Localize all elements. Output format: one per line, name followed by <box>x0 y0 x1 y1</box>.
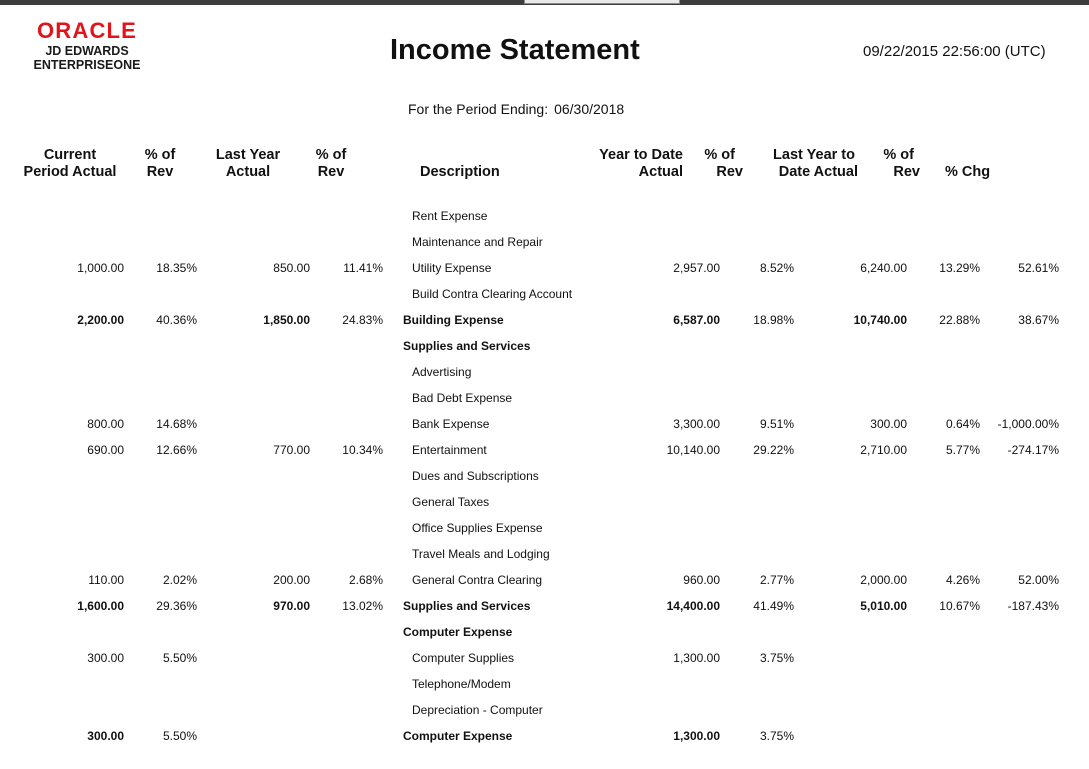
table-row <box>0 649 1089 667</box>
cell-chg: -1,000.00% <box>997 417 1059 431</box>
cell-description: Bad Debt Expense <box>412 391 513 405</box>
cell-last-year: 200.00 <box>273 573 310 587</box>
cell-current-pct: 12.66% <box>156 443 197 457</box>
cell-ytd-pct: 18.98% <box>753 313 794 327</box>
logo-line-1: JD EDWARDS <box>45 44 129 58</box>
section-header-row <box>0 623 1089 641</box>
cell-description: Depreciation - Computer <box>412 703 543 717</box>
cell-last-year-pct: 2.68% <box>348 573 383 587</box>
cell-lytd-pct: 0.64% <box>945 417 980 431</box>
cell-description: Computer Supplies <box>412 651 515 665</box>
cell-current-pct: 5.50% <box>162 729 197 743</box>
cell-lytd: 2,710.00 <box>860 443 907 457</box>
table-row <box>0 285 1089 303</box>
report-title: Income Statement <box>390 34 640 66</box>
cell-description: Computer Expense <box>403 729 513 743</box>
cell-current-pct: 5.50% <box>162 651 197 665</box>
cell-lytd: 2,000.00 <box>860 573 907 587</box>
cell-current: 300.00 <box>87 651 124 665</box>
cell-current-pct: 18.35% <box>156 261 197 275</box>
cell-chg: 52.61% <box>1018 261 1059 275</box>
total-row <box>0 597 1089 615</box>
cell-chg: 52.00% <box>1018 573 1059 587</box>
period-label: For the Period Ending: <box>408 101 549 117</box>
period-value: 06/30/2018 <box>554 101 625 117</box>
cell-description: Computer Expense <box>403 625 513 639</box>
cell-current: 300.00 <box>87 729 124 743</box>
table-row <box>0 545 1089 563</box>
cell-lytd-pct: 13.29% <box>939 261 980 275</box>
table-row <box>0 701 1089 719</box>
cell-description: Building Expense <box>403 313 504 327</box>
cell-lytd: 10,740.00 <box>853 313 907 327</box>
section-header-row <box>0 337 1089 355</box>
period-ending <box>402 101 624 117</box>
table-row <box>0 363 1089 381</box>
table-row <box>0 441 1089 459</box>
cell-last-year: 850.00 <box>273 261 310 275</box>
col-ytd-pct-rev: % of Rev <box>704 147 743 180</box>
cell-last-year: 970.00 <box>273 599 310 613</box>
cell-current-pct: 2.02% <box>162 573 197 587</box>
cell-description: Bank Expense <box>412 417 490 431</box>
cell-ytd: 14,400.00 <box>666 599 720 613</box>
table-row <box>0 675 1089 693</box>
total-row <box>0 311 1089 329</box>
cell-current: 800.00 <box>87 417 124 431</box>
cell-ytd: 6,587.00 <box>673 313 720 327</box>
cell-description: Office Supplies Expense <box>412 521 543 535</box>
table-row <box>0 467 1089 485</box>
cell-ytd: 10,140.00 <box>666 443 720 457</box>
table-row <box>0 415 1089 433</box>
cell-description: General Contra Clearing <box>412 573 543 587</box>
cell-current: 110.00 <box>88 573 124 587</box>
cell-current: 2,200.00 <box>77 313 124 327</box>
cell-description: Build Contra Clearing Account <box>412 287 573 301</box>
oracle-jde-logo <box>27 18 147 72</box>
col-last-year-actual: Last Year Actual <box>215 147 281 180</box>
cell-description: Utility Expense <box>412 261 492 275</box>
cell-description: Supplies and Services <box>403 339 531 353</box>
cell-description: Supplies and Services <box>403 599 531 613</box>
logo-brand: ORACLE <box>36 18 138 43</box>
cell-current: 1,000.00 <box>77 261 124 275</box>
cell-current: 690.00 <box>87 443 124 457</box>
cell-description: Dues and Subscriptions <box>412 469 539 483</box>
table-row <box>0 259 1089 277</box>
cell-ytd-pct: 41.49% <box>753 599 794 613</box>
cell-ytd-pct: 8.52% <box>759 261 794 275</box>
cell-last-year-pct: 13.02% <box>342 599 383 613</box>
table-row <box>0 207 1089 225</box>
table-row <box>0 571 1089 589</box>
col-lytd-pct-rev: % of Rev <box>883 147 920 180</box>
cell-description: Advertising <box>412 365 472 379</box>
cell-ytd-pct: 9.51% <box>759 417 794 431</box>
col-last-year-pct-rev: % of Rev <box>315 147 347 180</box>
col-current-pct-rev: % of Rev <box>144 147 176 180</box>
cell-last-year: 1,850.00 <box>263 313 310 327</box>
cell-chg: 38.67% <box>1018 313 1059 327</box>
table-row <box>0 389 1089 407</box>
cell-current-pct: 29.36% <box>156 599 197 613</box>
cell-lytd: 6,240.00 <box>860 261 907 275</box>
cell-ytd-pct: 2.77% <box>759 573 794 587</box>
cell-current-pct: 40.36% <box>156 313 197 327</box>
cell-lytd-pct: 5.77% <box>945 443 980 457</box>
cell-description: Travel Meals and Lodging <box>412 547 550 561</box>
col-description: Description <box>420 164 500 180</box>
cell-lytd-pct: 4.26% <box>945 573 980 587</box>
cell-current: 1,600.00 <box>77 599 124 613</box>
cell-lytd: 5,010.00 <box>860 599 907 613</box>
cell-last-year: 770.00 <box>273 443 310 457</box>
cell-description: Rent Expense <box>412 209 488 223</box>
table-row <box>0 493 1089 511</box>
cell-ytd: 3,300.00 <box>673 417 720 431</box>
cell-description: General Taxes <box>412 495 490 509</box>
col-last-year-to-date-actual: Last Year to Date Actual <box>773 147 858 180</box>
col-ytd-actual: Year to Date Actual <box>599 147 683 180</box>
report-timestamp: 09/22/2015 22:56:00 (UTC) <box>863 43 1046 60</box>
cell-ytd: 1,300.00 <box>673 651 720 665</box>
cell-last-year-pct: 11.41% <box>343 261 383 275</box>
cell-chg: -187.43% <box>1007 599 1059 613</box>
cell-last-year-pct: 24.83% <box>342 313 383 327</box>
cell-lytd: 300.00 <box>870 417 907 431</box>
viewer-top-bar <box>0 0 1089 5</box>
viewer-tab-handle[interactable] <box>524 0 680 4</box>
col-current-period-actual: Current Period Actual <box>23 147 117 180</box>
cell-lytd-pct: 10.67% <box>939 599 980 613</box>
cell-ytd-pct: 29.22% <box>753 443 794 457</box>
cell-description: Maintenance and Repair <box>412 235 543 249</box>
table-row <box>0 519 1089 537</box>
cell-description: Entertainment <box>412 443 487 457</box>
logo-line-2: ENTERPRISEONE <box>33 58 141 72</box>
cell-last-year-pct: 10.34% <box>342 443 383 457</box>
cell-lytd-pct: 22.88% <box>939 313 980 327</box>
table-row <box>0 233 1089 251</box>
cell-ytd-pct: 3.75% <box>759 729 794 743</box>
total-row <box>0 727 1089 745</box>
cell-ytd-pct: 3.75% <box>759 651 794 665</box>
cell-description: Telephone/Modem <box>412 677 511 691</box>
cell-ytd: 2,957.00 <box>673 261 720 275</box>
col-pct-change: % Chg <box>945 164 991 180</box>
cell-chg: -274.17% <box>1007 443 1059 457</box>
cell-ytd: 960.00 <box>683 573 720 587</box>
cell-current-pct: 14.68% <box>156 417 197 431</box>
cell-ytd: 1,300.00 <box>673 729 720 743</box>
